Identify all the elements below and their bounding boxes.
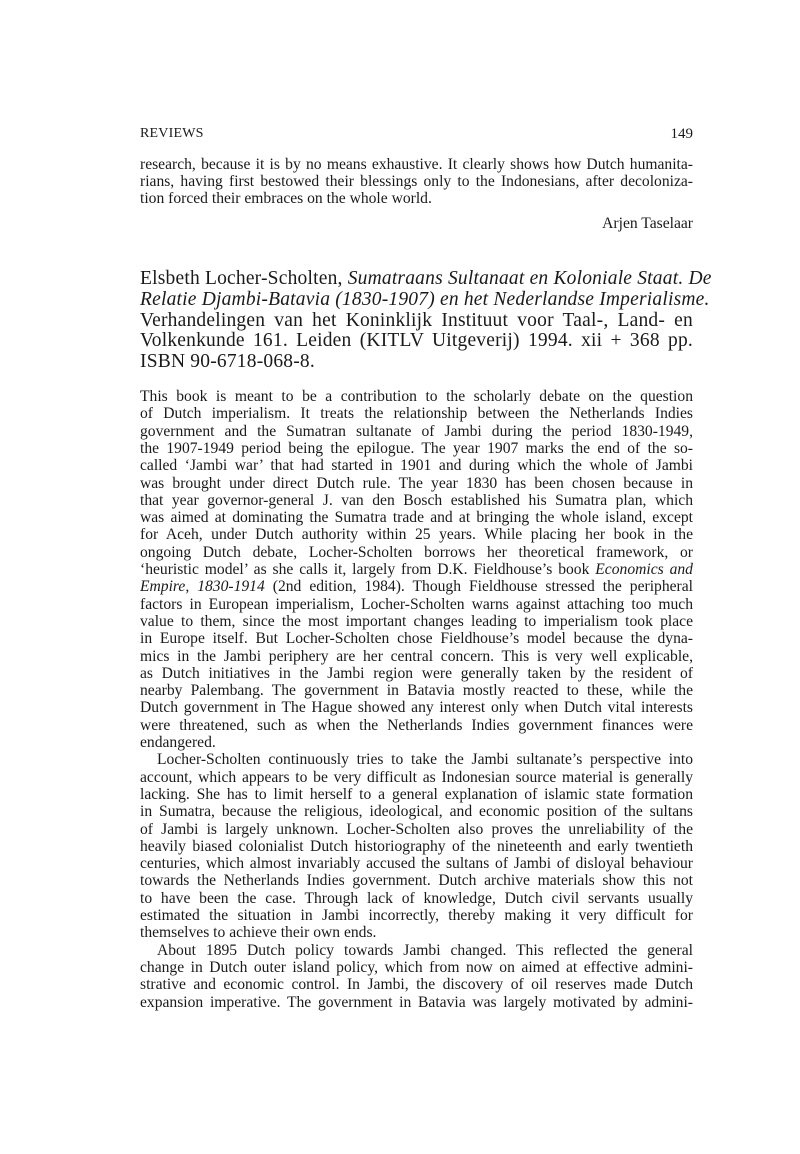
paragraph-line xyxy=(140,492,693,509)
italic-text: Empire, 1830-1914 xyxy=(140,578,265,596)
text-run: rians, having first bestowed their blessings only to the Indonesians, after decoloniza- xyxy=(140,173,693,190)
text-run: that year governor-general J. van den Bosch established his Sumatra plan, which xyxy=(140,491,693,509)
text-run: in Europe itself. But Locher-Scholten chose Fieldhouse’s model because the dyna- xyxy=(140,630,693,648)
text-run: heavily biased colonialist Dutch historiography of the nineteenth and early twentieth xyxy=(140,837,693,855)
paragraph-line xyxy=(140,976,693,993)
paragraph-line xyxy=(140,665,693,682)
text-run: value to them, since the most important changes leading to imperialism took place xyxy=(140,612,693,630)
text-run: ongoing Dutch debate, Locher-Scholten borrows her theoretical framework, or xyxy=(140,543,693,561)
paragraph-line xyxy=(140,994,693,1011)
paragraph-line xyxy=(140,630,693,647)
paragraph-line xyxy=(140,803,693,820)
text-run: strative and economic control. In Jambi, the discovery of oil reserves made Dutch xyxy=(140,976,693,994)
paragraph-line xyxy=(140,475,693,492)
reviewer-signature: Arjen Taselaar xyxy=(602,215,693,232)
paragraph-line xyxy=(140,526,693,543)
heading-line xyxy=(140,268,712,289)
text-run: mics in the Jambi periphery are her central concern. This is very well explicable, xyxy=(140,647,693,665)
text-run: to have been the case. Through lack of knowledge, Dutch civil servants usually xyxy=(140,889,693,907)
paragraph-line xyxy=(140,821,693,838)
paragraph-line xyxy=(140,717,693,734)
text-run: government and the Sumatran sultanate of Jambi during the period 1830-1949, xyxy=(140,422,693,440)
text-run: towards the Netherlands Indies government. Dutch archive materials show this not xyxy=(140,872,693,890)
paragraph-line xyxy=(140,509,693,526)
text-run: was aimed at dominating the Sumatra trade and at bringing the whole island, except xyxy=(140,509,693,527)
text-run: lacking. She has to limit herself to a general explanation of islamic state formation xyxy=(140,785,693,803)
text-run: (2nd edition, 1984). Though Fieldhouse stressed the peripheral xyxy=(264,578,693,596)
text-run: for Aceh, under Dutch authority within 25 years. While placing her book in the xyxy=(140,526,693,544)
paragraph-line xyxy=(140,578,693,595)
paragraph-line xyxy=(140,890,693,907)
text-run: themselves to achieve their own ends. xyxy=(140,924,377,942)
paragraph-line xyxy=(157,942,693,959)
text-run: in Sumatra, because the religious, ideological, and economic position of the sultans xyxy=(140,803,693,821)
text-line xyxy=(140,156,693,173)
paragraph-line xyxy=(140,613,693,630)
text-line xyxy=(140,190,693,207)
text-run: of Jambi is largely unknown. Locher-Scholten also proves the unreliability of the xyxy=(140,820,693,838)
text-run: Dutch government in The Hague showed any interest only when Dutch vital interests xyxy=(140,699,693,717)
paragraph-line xyxy=(140,682,693,699)
paragraph-line xyxy=(140,423,693,440)
text-run: ‘heuristic model’ as she calls it, largely from D.K. Fieldhouse’s book xyxy=(140,561,596,578)
text-run: called ‘Jambi war’ that had started in 1901 and during which the whole of Jambi xyxy=(140,457,693,475)
text-run: About 1895 Dutch policy towards Jambi changed. This reflected the general xyxy=(157,941,693,959)
text-run: nearby Palembang. The government in Batavia mostly reacted to these, while the xyxy=(140,682,693,700)
page-number: 149 xyxy=(670,126,693,142)
paragraph-line xyxy=(140,544,693,561)
paragraph-line xyxy=(140,596,693,613)
paragraph-line xyxy=(140,855,693,872)
text-run: the 1907-1949 period being the epilogue. The year 1907 marks the end of the so- xyxy=(140,439,693,457)
text-run: estimated the situation in Jambi incorrectly, thereby making it very difficult for xyxy=(140,907,693,924)
paragraph-line xyxy=(140,734,693,751)
text-run: of Dutch imperialism. It treats the relationship between the Netherlands Indies xyxy=(140,405,693,423)
italic-text: Sumatraans Sultanaat en Koloniale Staat. De xyxy=(347,268,712,289)
text-run: Locher-Scholten continuously tries to take the Jambi sultanate’s perspective into xyxy=(157,751,693,769)
text-run: Volkenkunde 161. Leiden (KITLV Uitgeverij) 1994. xii + 368 pp. xyxy=(140,330,693,352)
text-run: factors in European imperialism, Locher-Scholten warns against attaching too much xyxy=(140,595,693,613)
paragraph-line xyxy=(140,769,693,786)
paragraph-line xyxy=(140,838,693,855)
italic-text: Relatie Djambi-Batavia (1830-1907) en het Nederlandse Imperialisme. xyxy=(140,288,710,310)
paragraph-line xyxy=(140,457,693,474)
paragraph-line xyxy=(140,388,693,405)
text-run: change in Dutch outer island policy, which from now on aimed at effective admini- xyxy=(140,958,693,976)
text-line xyxy=(140,173,693,190)
paragraph-line xyxy=(140,699,693,716)
paragraph-line xyxy=(140,561,693,578)
text-run: ISBN 90-6718-068-8. xyxy=(140,351,315,373)
text-run: were threatened, such as when the Netherlands Indies government finances were xyxy=(140,716,693,734)
paragraph-line xyxy=(140,405,693,422)
heading-line xyxy=(140,288,710,310)
text-run: Elsbeth Locher-Scholten, xyxy=(140,268,348,289)
paragraph-line xyxy=(140,959,693,976)
text-run: account, which appears to be very difficult as Indonesian source material is generally xyxy=(140,768,693,786)
paragraph-line xyxy=(140,924,693,941)
paragraph-line xyxy=(140,440,693,457)
text-run: as Dutch initiatives in the Jambi region were generally taken by the resident of xyxy=(140,664,693,682)
paragraph-line xyxy=(140,786,693,803)
text-run: was brought under direct Dutch rule. The year 1830 has been chosen because in xyxy=(140,474,693,492)
heading-line xyxy=(140,331,693,351)
text-run: tion forced their embraces on the whole world. xyxy=(140,190,432,207)
italic-text: Economics and xyxy=(595,561,693,578)
text-run: Verhandelingen van het Koninklijk Instituut voor Taal-, Land- en xyxy=(140,309,693,331)
heading-line xyxy=(140,352,693,372)
text-run: This book is meant to be a contribution to the scholarly debate on the question xyxy=(140,388,693,405)
text-run: research, because it is by no means exhaustive. It clearly shows how Dutch humanita- xyxy=(140,156,693,173)
text-run: expansion imperative. The government in Batavia was largely motivated by admini- xyxy=(140,993,693,1011)
paragraph-line xyxy=(140,872,693,889)
text-run: centuries, which almost invariably accused the sultans of Jambi of disloyal behaviour xyxy=(140,855,693,873)
text-run: endangered. xyxy=(140,734,216,751)
paragraph-line xyxy=(140,648,693,665)
paragraph-line xyxy=(157,751,693,768)
paragraph-line xyxy=(140,907,693,924)
heading-line xyxy=(140,311,693,331)
running-head: REVIEWS xyxy=(140,126,204,141)
